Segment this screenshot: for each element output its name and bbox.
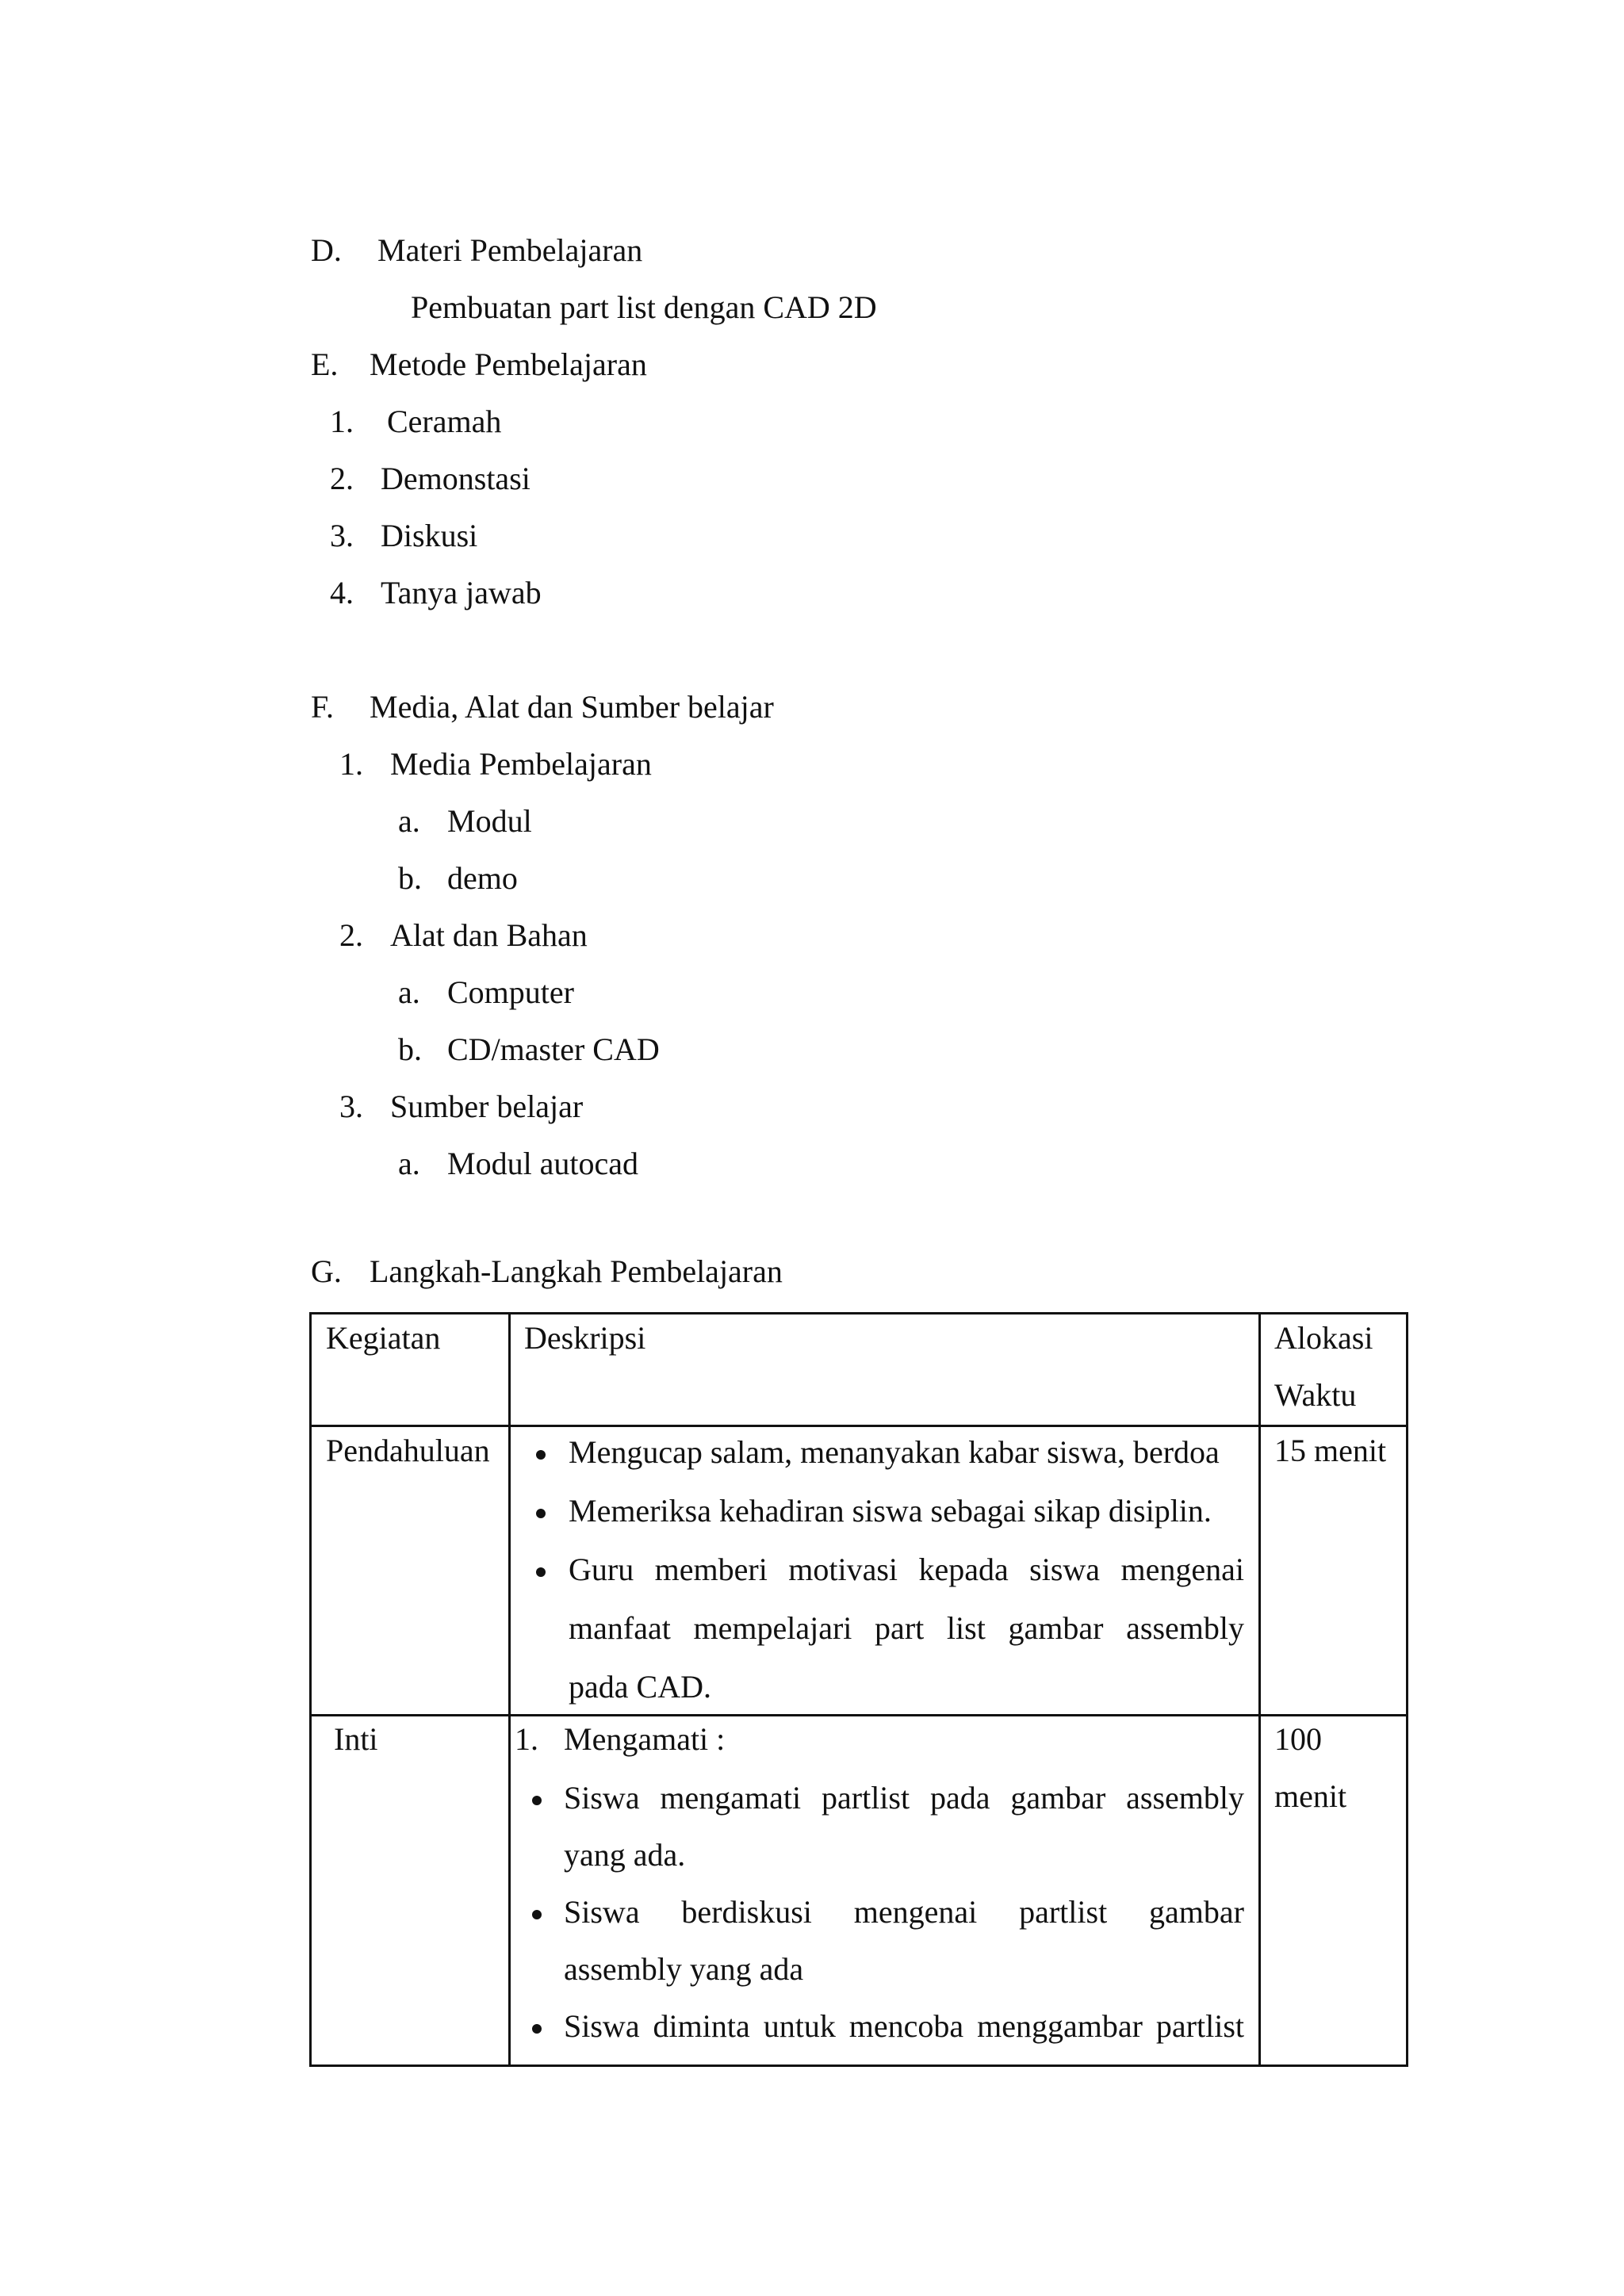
section-f-title: Media, Alat dan Sumber belajar <box>370 689 774 725</box>
step-title: Mengamati : <box>564 1721 726 1757</box>
list-item: Tanya jawab <box>381 575 542 610</box>
row-kegiatan: Inti <box>334 1721 378 1757</box>
list-item: Modul <box>447 803 532 839</box>
row-divider <box>312 1714 1406 1716</box>
row-description-line: Siswa mengamati partlist pada gambar assembly <box>564 1780 1244 1816</box>
header-kegiatan: Kegiatan <box>326 1320 441 1356</box>
list-item: demo <box>447 860 518 896</box>
subsection-title: Media Pembelajaran <box>390 746 652 782</box>
step-number: 1. <box>515 1721 538 1757</box>
section-d-title: Materi Pembelajaran <box>377 232 643 268</box>
row-description-line: Memeriksa kehadiran siswa sebagai sikap disiplin. <box>569 1493 1212 1529</box>
list-item: CD/master CAD <box>447 1031 660 1067</box>
list-item: Modul autocad <box>447 1146 639 1181</box>
list-number: 3. <box>330 518 354 553</box>
row-description-line: assembly yang ada <box>564 1951 804 1987</box>
list-item: Ceramah <box>387 404 502 439</box>
list-letter: a. <box>398 1146 420 1181</box>
list-number: 2. <box>330 461 354 496</box>
bullet-icon <box>536 1567 546 1577</box>
bullet-icon <box>532 1910 542 1919</box>
section-d-content: Pembuatan part list dengan CAD 2D <box>411 289 877 325</box>
row-description-line: Siswa diminta untuk mencoba menggambar partlist <box>564 2008 1244 2044</box>
header-deskripsi: Deskripsi <box>524 1320 646 1356</box>
row-description-line: manfaat mempelajari part list gambar assembly <box>569 1610 1244 1646</box>
row-description-line: Mengucap salam, menanyakan kabar siswa, berdoa <box>569 1434 1220 1470</box>
section-g-title: Langkah-Langkah Pembelajaran <box>370 1253 783 1289</box>
list-item: Diskusi <box>381 518 478 553</box>
list-number: 1. <box>330 404 354 439</box>
section-f-letter: F. <box>311 689 335 725</box>
section-e-title: Metode Pembelajaran <box>370 346 647 382</box>
row-description-line: Siswa berdiskusi mengenai partlist gambar <box>564 1894 1244 1930</box>
row-waktu: 100 <box>1274 1721 1322 1757</box>
list-number: 2. <box>339 917 363 953</box>
section-e-letter: E. <box>311 346 339 382</box>
header-alokasi: Alokasi <box>1274 1320 1373 1356</box>
section-d-letter: D. <box>311 232 342 268</box>
row-description-line: yang ada. <box>564 1837 686 1873</box>
list-letter: a. <box>398 974 420 1010</box>
list-item: Computer <box>447 974 574 1010</box>
row-description-line: pada CAD. <box>569 1669 711 1705</box>
row-description-line: Guru memberi motivasi kepada siswa mengenai <box>569 1552 1244 1587</box>
list-letter: b. <box>398 860 422 896</box>
row-waktu-unit: menit <box>1274 1778 1347 1814</box>
row-divider <box>312 1425 1406 1427</box>
list-letter: b. <box>398 1031 422 1067</box>
bullet-icon <box>532 2024 542 2034</box>
list-number: 3. <box>339 1089 363 1124</box>
list-letter: a. <box>398 803 420 839</box>
list-number: 4. <box>330 575 354 610</box>
row-kegiatan: Pendahuluan <box>326 1433 490 1468</box>
bullet-icon <box>536 1509 546 1518</box>
bullet-icon <box>532 1796 542 1805</box>
list-number: 1. <box>339 746 363 782</box>
list-item: Demonstasi <box>381 461 530 496</box>
section-g-letter: G. <box>311 1253 342 1289</box>
subsection-title: Alat dan Bahan <box>390 917 588 953</box>
subsection-title: Sumber belajar <box>390 1089 584 1124</box>
header-waktu: Waktu <box>1274 1377 1357 1413</box>
learning-steps-table <box>309 1312 1408 2067</box>
row-waktu: 15 menit <box>1274 1433 1387 1468</box>
bullet-icon <box>536 1450 546 1460</box>
